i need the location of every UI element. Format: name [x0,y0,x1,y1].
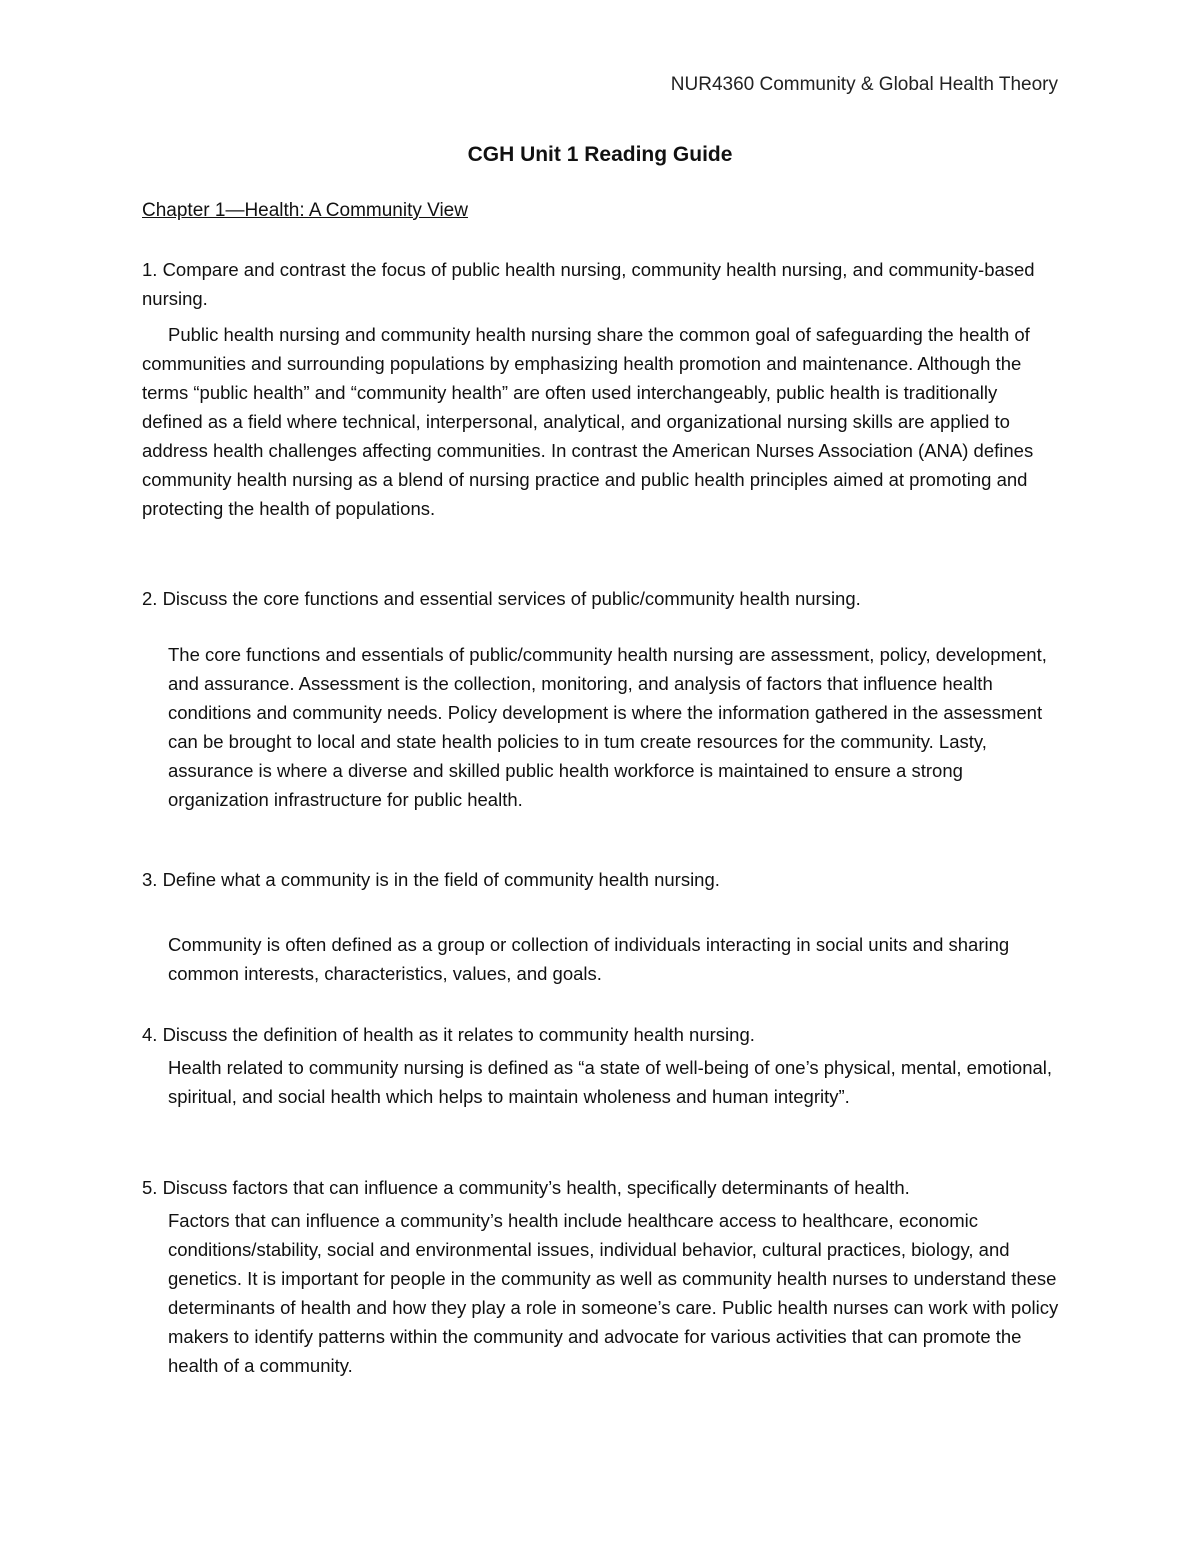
answer-4: Health related to community nursing is defined as “a state of well-being of one’s physical, mental, emotional, spiritual, and social health which helps to maintain wholeness and human integrity”. [168,1057,1053,1107]
question-3: 3. Define what a community is in the field of community health nursing. [142,869,720,890]
question-4: 4. Discuss the definition of health as it relates to community health nursing. [142,1024,755,1045]
answer-1: Public health nursing and community health nursing share the common goal of safeguarding the health of communities and surrounding populations by emphasizing health promotion and maintenance. Although the terms “public health” and “community health” are often used interchangeably, public health is traditionally defined as a field where technical, interpersonal, analytical, and organizational nursing skills are applied to address health challenges affecting communities. In contrast the American Nurses Association (ANA) defines community health nursing as a blend of nursing practice and public health principles aimed at promoting and protecting the health of populations. [142,324,1034,519]
document-title: CGH Unit 1 Reading Guide [467,143,733,166]
answer-5: Factors that can influence a community’s health include healthcare access to healthcare, economic conditions/stability, social and environmental issues, individual behavior, cultural practices, biology, and genetics. It is important for people in the community as well as community health nurses to understand these determinants of health and how they play a role in someone’s care. Public health nurses can work with policy makers to identify patterns within the community and advocate for various activities that can promote the health of a community. [168,1210,1059,1376]
chapter-heading: Chapter 1—Health: A Community View [142,200,468,221]
answer-3: Community is often defined as a group or collection of individuals interacting in social units and sharing common interests, characteristics, values, and goals. [168,934,1010,984]
question-2: 2. Discuss the core functions and essential services of public/community health nursing. [142,588,861,609]
question-1: 1. Compare and contrast the focus of public health nursing, community health nursing, and community-based nursing. [142,259,1035,309]
question-5: 5. Discuss factors that can influence a community’s health, specifically determinants of health. [142,1177,910,1198]
page-header: NUR4360 Community & Global Health Theory [670,74,1058,95]
answer-2: The core functions and essentials of public/community health nursing are assessment, policy, development, and assurance. Assessment is the collection, monitoring, and analysis of factors that influence health conditions and community needs. Policy development is where the information gathered in the assessment can be brought to local and state health policies to in tum create resources for the community. Lasty, assurance is where a diverse and skilled public health workforce is maintained to ensure a strong organization infrastructure for public health. [168,644,1047,810]
